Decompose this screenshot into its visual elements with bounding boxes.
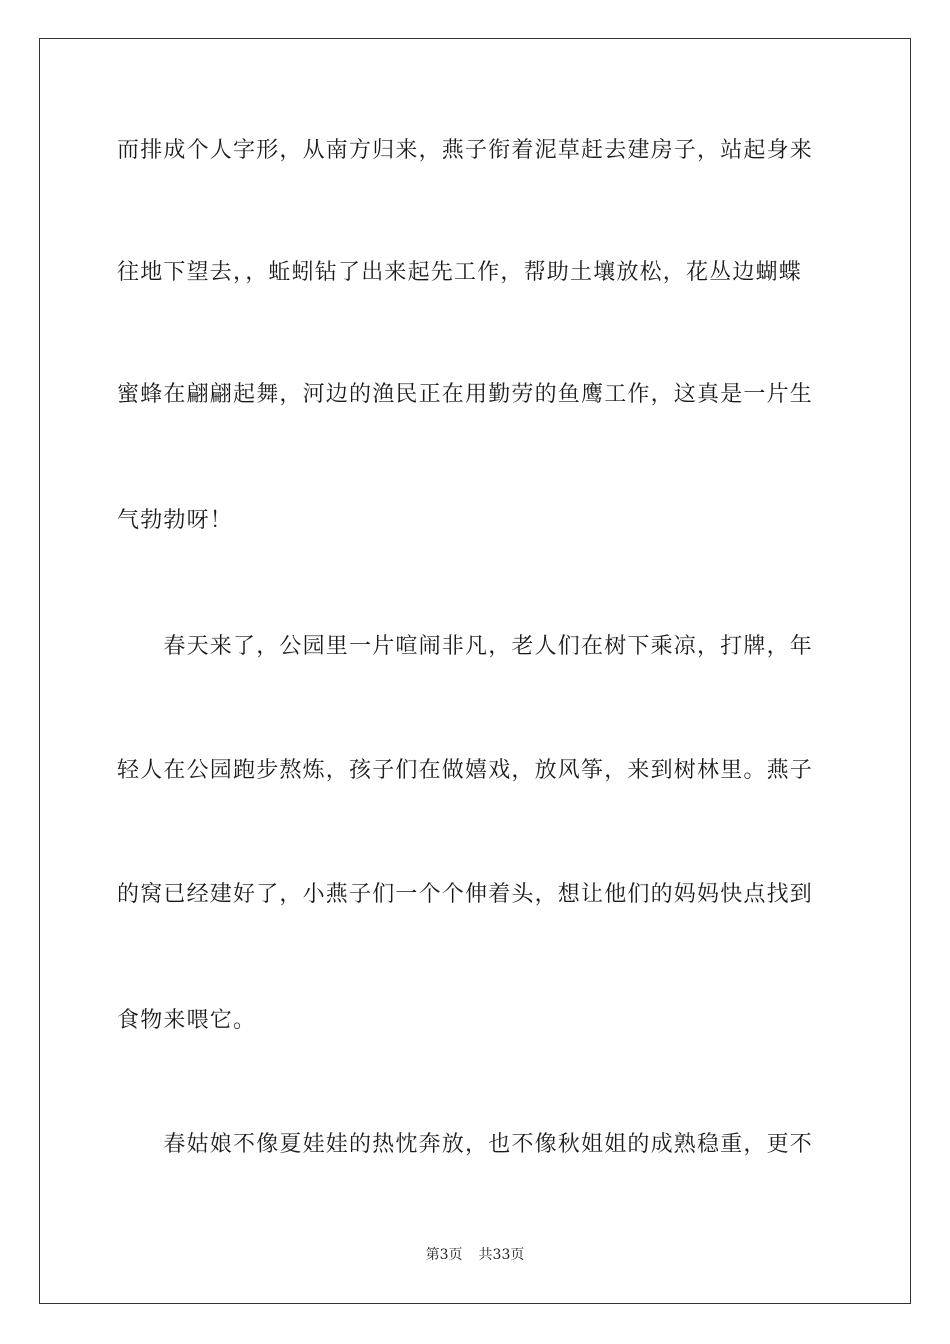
text-line: 而排成个人字形，从南方归来，燕子衔着泥草赶去建房子，站起身来 (117, 138, 814, 163)
text-line: 的窝已经建好了，小燕子们一个个伸着头，想让他们的妈妈快点找到 (117, 882, 814, 907)
text-line: 蜜蜂在翩翩起舞，河边的渔民正在用勤劳的鱼鹰工作，这真是一片生 (117, 382, 814, 407)
page-footer (0, 1246, 950, 1264)
text-line: 春姑娘不像夏娃娃的热忱奔放，也不像秋姐姐的成熟稳重，更不 (117, 1132, 814, 1157)
text-line: 气勃勃呀！ (117, 508, 234, 533)
page-border (39, 38, 911, 1304)
text-line: 春天来了，公园里一片喧闹非凡，老人们在树下乘凉，打牌，年 (117, 634, 814, 659)
text-line: 轻人在公园跑步熬炼，孩子们在做嬉戏，放风筝，来到树林里。燕子 (117, 758, 814, 783)
page-total: 共33页 (478, 1247, 525, 1263)
text-line: 往地下望去，，蚯蚓钻了出来起先工作，帮助土壤放松，花丛边蝴蝶 (117, 260, 803, 285)
text-line: 食物来喂它。 (117, 1008, 257, 1033)
page-number: 第3页 (425, 1247, 463, 1263)
